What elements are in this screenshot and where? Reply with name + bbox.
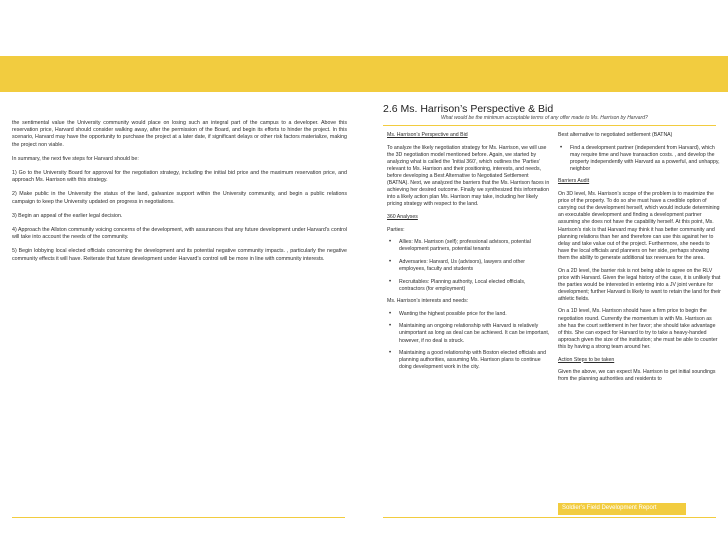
- header-color-band: [0, 56, 728, 92]
- left-paragraph: the sentimental value the University community would place on losing such an integral part of the campus to a developer. Above this reservation price, Harvard should consider walking away, after the permission of the Board, and begin its efforts to hinder the project. In this scenario, Harvard may have the opportunity to purchase the project at a later date, if significant delays or other risk factors materialize, making the project non viable.: [12, 120, 347, 148]
- section-subtitle: What would be the minimum acceptable terms of any offer made to Ms. Harrison by Harvard?: [441, 115, 648, 121]
- analyses-heading: 360 Analyses: [387, 213, 418, 220]
- left-paragraph: 4) Approach the Allston community voicing concerns of the development, with assurances that any future development under Harvard’s control will take into account the needs of the community.: [12, 227, 347, 241]
- barriers-heading: Barriers Audit: [558, 178, 590, 185]
- interests-label: Ms. Harrison’s interests and needs:: [387, 298, 469, 305]
- list-item: • Wanting the highest possible price for the land.: [387, 311, 550, 318]
- section-divider: [383, 125, 716, 126]
- parties-label: Parties:: [387, 226, 405, 233]
- right-column-2: [558, 132, 721, 389]
- left-paragraph: 5) Begin lobbying local elected officials concerning the development and its potential negative community impacts. , particularly the negative community effects it will have. Reiterate that future development under Harvard’s control will be more in line with community interests.: [12, 248, 347, 262]
- left-paragraph: 3) Begin an appeal of the earlier legal decision.: [12, 212, 123, 219]
- list-item: • Maintaining an ongoing relationship with Harvard is relatively unimportant as long as deal can be achieved. It can be important, however, if no deal is struck.: [387, 323, 550, 344]
- batna-list: [558, 145, 721, 173]
- left-footer-rule: [12, 517, 345, 518]
- report-label-bar: [558, 503, 686, 515]
- list-item: • Adversaries: Harvard, Us (advisors), lawyers and other employees, faculty and students: [387, 259, 550, 273]
- barriers-paragraph: On a 2D level, the barrier risk is not being able to agree on the RLV price with Harvard. Given the legal history of the case, it is unlikely that the parties would be interested in entering into a JV joint venture for development; further Harvard is likely to want to retain the land for their athletic fields.: [558, 267, 721, 302]
- right-column-1: [387, 132, 550, 377]
- perspective-heading: Ms. Harrison’s Perspective and Bid: [387, 132, 468, 138]
- action-steps-heading: Action Steps to be taken: [558, 356, 615, 363]
- action-steps-text: Given the above, we can expect Ms. Harrison to get initial soundings from the planning authorities and residents to: [558, 369, 716, 383]
- batna-heading: Best alternative to negotiated settlement (BATNA): [558, 132, 673, 138]
- barriers-paragraph: On 3D level, Ms. Harrison’s scope of the problem is to maximize the price of the property. To do so she must have a credible option of carrying out the development herself, which would include determining an executable development and finding a development partner assuming she does not have the capability herself. At this point, Ms. Harrison’s risk is that Harvard may think it has better community and planning relations than her and therefore can use this against her to delay and take value out of the project. Furthermore, she needs to have the local officials and planners on her side, perhaps showing them the ability to generate additional tax revenues for the area.: [558, 191, 720, 261]
- left-paragraph: 2) Make public in the University the status of the land, galvanize support within the University community, and begin a public relations campaign to keep the University updated on progress in negotiations.: [12, 191, 347, 205]
- perspective-intro: To analyze the likely negotiation strategy for Ms. Harrison, we will use the 3D negotiation model mentioned before. Again, we started by analyzing what is called the ‘Initial 360’, which outlines the ‘Parties’ relevant to Ms. Harrison and their positioning, interests, and needs, before developing a Best Alternative to Negotiated Settlement (BATNA). Next, we analyzed the barriers that the Ms. Harrison faces in achieving her desired outcome. Finally we synthesized this information into a likely action plan Ms. Harrison may take, including her likely pricing strategy with respect to the land.: [387, 144, 550, 208]
- interests-list: [387, 311, 550, 372]
- barriers-paragraph: On a 1D level, Ms. Harrison should have a firm price to begin the negotiation round. Currently the momentum is with Ms. Harrison as she has the court settlement in her favor; she should take advantage of this. She can expect for Harvard to try to take a heavy-handed approach given the size of the institution; she must be able to counter this by having a strong team around her.: [558, 308, 718, 350]
- list-item: • Allies: Ms. Harrison (self); professional advisors, potential development partners, potential tenants: [387, 239, 550, 253]
- list-item: • Maintaining a good relationship with Boston elected officials and planning authorities, assuming Ms. Harrison plans to continue doing development work in the city.: [387, 350, 550, 371]
- left-page-body: [12, 120, 347, 270]
- list-item: • Recruitables: Planning authority, Local elected officials, contractors (for employment): [387, 279, 550, 293]
- left-paragraph: In summary, the next five steps for Harvard should be:: [12, 155, 139, 162]
- report-label: Soldier’s Field Development Report: [562, 505, 657, 511]
- section-title: 2.6 Ms. Harrison’s Perspective & Bid: [383, 103, 554, 115]
- right-footer-rule: [383, 517, 716, 518]
- left-paragraph: 1) Go to the University Board for approval for the negotiation strategy, including the initial bid price and the maximum reservation price, and approach Ms. Harrison with this strategy.: [12, 170, 347, 184]
- list-item: • Find a development partner (independent from Harvard), which may require time and have transaction costs. , and develop the property independently with Harvard as a powerful, and unhappy, neighbor: [558, 145, 721, 173]
- parties-list: [387, 239, 550, 293]
